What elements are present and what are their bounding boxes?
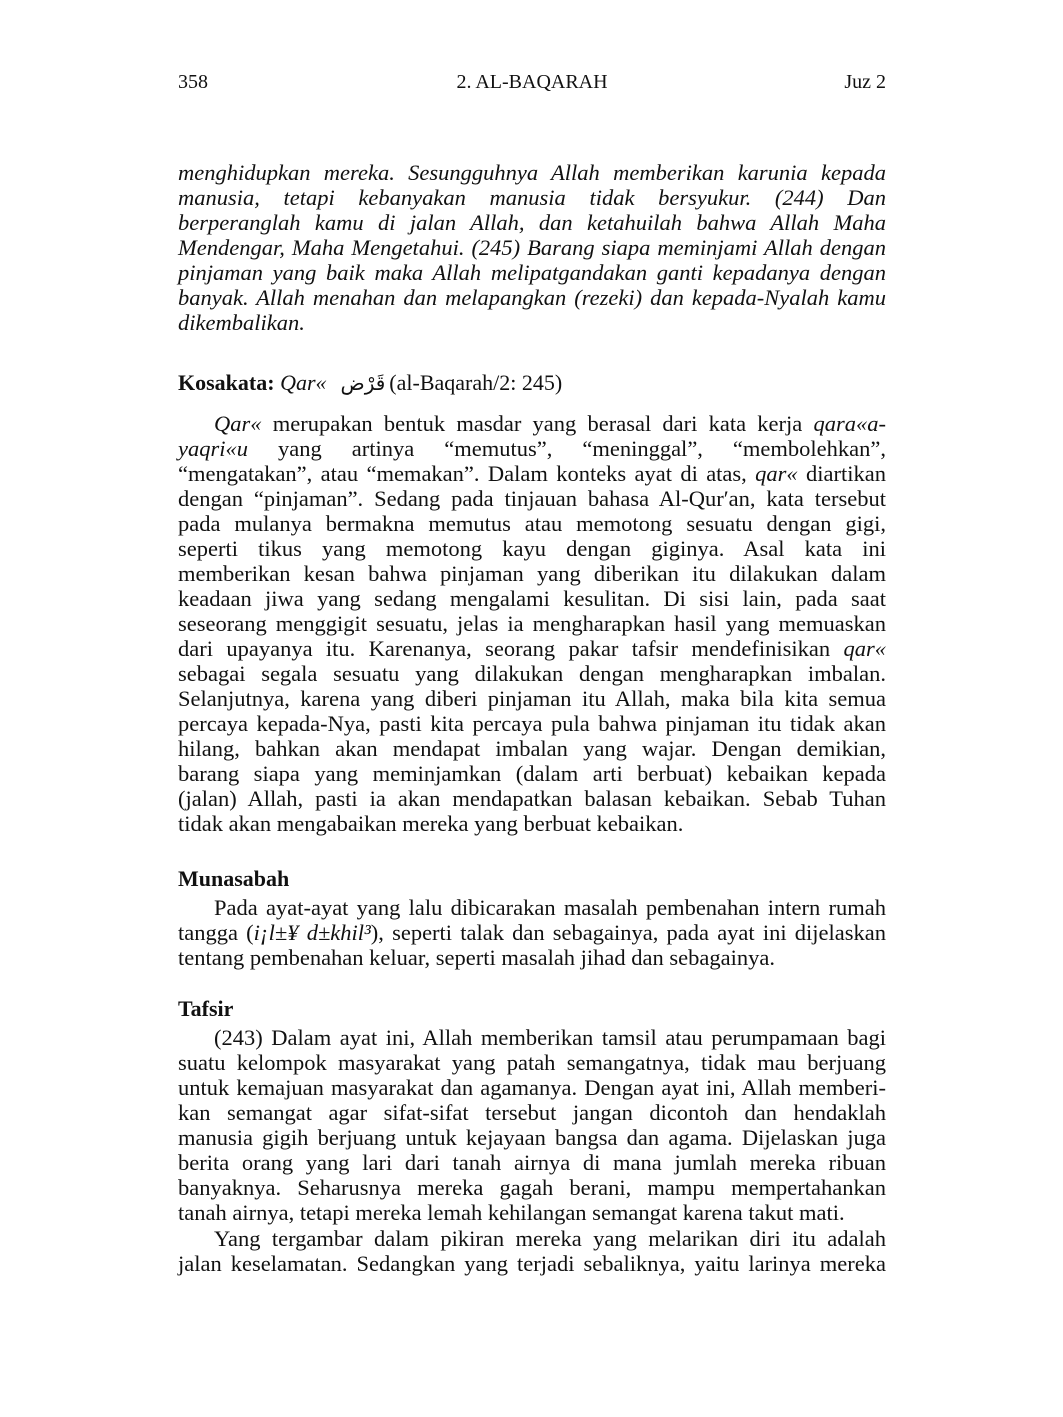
kosakata-reference: (al-Baqarah/2: 245) [389, 370, 563, 395]
text-line [178, 1075, 886, 1100]
text-line [178, 310, 886, 335]
text-run: Pada ayat-ayat yang lalu dibicarakan masalah pembenahan intern rumah [214, 895, 886, 920]
text-run: memberikan kesan bahwa pinjaman yang diberikan itu dilakukan dalam [178, 561, 886, 586]
tafsir-paragraph-1 [178, 1025, 886, 1225]
kosakata-label: Kosakata: [178, 370, 275, 395]
text-line [178, 235, 886, 260]
juz-label: Juz 2 [844, 71, 886, 93]
text-line [178, 945, 886, 970]
italic-term: dikembalikan. [178, 310, 305, 335]
text-line [178, 920, 886, 945]
text-line [178, 285, 886, 310]
italic-term: Mendengar, Maha Mengetahui. (245) Barang siapa meminjami Allah dengan [178, 235, 886, 260]
text-run: tanah airnya, tetapi mereka lemah kehilangan semangat karena takut mati. [178, 1200, 845, 1225]
text-run: dari upayanya itu. Karenanya, seorang pakar tafsir mendefinisikan [178, 636, 844, 661]
italic-term: yaqri«u [178, 436, 248, 461]
text-run: (243) Dalam ayat ini, Allah memberikan tamsil atau perumpamaan bagi [214, 1025, 886, 1050]
text-run: manusia gigih berjuang untuk kejayaan bangsa dan agama. Dijelaskan juga [178, 1125, 886, 1150]
text-run: Selanjutnya, karena yang diberi pinjaman itu Allah, maka bila kita semua [178, 686, 886, 711]
italic-term: i¡l±¥ d±khil³ [253, 920, 371, 945]
text-run: seperti tikus yang memotong kayu dengan giginya. Asal kata ini [178, 536, 886, 561]
italic-term: qara«a- [813, 411, 886, 436]
text-line [178, 711, 886, 736]
text-run: keadaan jiwa yang sedang mengalami kesulitan. Di sisi lain, pada saat [178, 586, 886, 611]
text-line [178, 1251, 886, 1276]
kosakata-paragraph [178, 411, 886, 836]
text-run: yang artinya “memutus”, “meninggal”, “membolehkan”, [248, 436, 886, 461]
text-run: untuk kemajuan masyarakat dan agamanya. Dengan ayat ini, Allah memberi- [178, 1075, 886, 1100]
text-line [178, 1125, 886, 1150]
text-run: merupakan bentuk masdar yang berasal dari kata kerja [261, 411, 814, 436]
text-line [178, 636, 886, 661]
text-line [178, 436, 886, 461]
text-line [178, 761, 886, 786]
italic-term: qar« [843, 636, 886, 661]
text-line [178, 461, 886, 486]
text-line [178, 611, 886, 636]
text-line [178, 1150, 886, 1175]
text-line [178, 185, 886, 210]
text-line [178, 1025, 886, 1050]
translation-paragraph [178, 160, 886, 335]
text-run: (jalan) Allah, pasti ia akan mendapatkan balasan kebaikan. Sebab Tuhan [178, 786, 886, 811]
italic-term: Qar« [214, 411, 262, 436]
munasabah-heading: Munasabah [178, 866, 290, 891]
italic-term: banyak. Allah menahan dan melapangkan (rezeki) dan kepada-Nyalah kamu [178, 285, 886, 310]
text-line [178, 1200, 886, 1225]
text-run: pada mulanya bermakna memutus atau memotong sesuatu dengan gigi, [178, 511, 886, 536]
text-line [178, 786, 886, 811]
italic-term: qar« [755, 461, 798, 486]
text-line [178, 811, 886, 836]
text-run: Yang tergambar dalam pikiran mereka yang melarikan diri itu adalah [214, 1226, 886, 1251]
text-run: sebagai segala sesuatu yang dilakukan dengan mengharapkan imbalan. [178, 661, 886, 686]
text-run: tentang pembenahan keluar, seperti masalah jihad dan sebagainya. [178, 945, 775, 970]
text-line [178, 586, 886, 611]
kosakata-arabic: قَرْض [340, 371, 386, 395]
text-line [178, 511, 886, 536]
page-number: 358 [178, 71, 208, 93]
text-run: seseorang menggigit sesuatu, jelas ia mengharapkan hasil yang memuaskan [178, 611, 886, 636]
text-line [178, 1175, 886, 1200]
kosakata-heading [178, 370, 886, 395]
text-run: barang siapa yang meminjamkan (dalam arti berbuat) kebaikan kepada [178, 761, 886, 786]
text-line [178, 736, 886, 761]
text-run: diartikan [797, 461, 886, 486]
text-line [178, 1050, 886, 1075]
text-run: “mengatakan”, atau “memakan”. Dalam konteks ayat di atas, [178, 461, 756, 486]
text-line [178, 895, 886, 920]
text-run: banyaknya. Seharusnya mereka gagah berani, mampu mempertahankan [178, 1175, 886, 1200]
text-run: hilang, bahkan akan mendapat imbalan yang wajar. Dengan demikian, [178, 736, 886, 761]
chapter-title: 2. AL-BAQARAH [456, 71, 608, 93]
text-line [178, 1226, 886, 1251]
kosakata-term: Qar« [280, 370, 327, 395]
italic-term: berperanglah kamu di jalan Allah, dan ketahuilah bahwa Allah Maha [178, 210, 886, 235]
italic-term: pinjaman yang baik maka Allah melipatgandakan ganti kepadanya dengan [178, 260, 886, 285]
text-line [178, 536, 886, 561]
text-line [178, 486, 886, 511]
munasabah-paragraph [178, 895, 886, 970]
running-header [178, 71, 886, 97]
tafsir-paragraph-2 [178, 1226, 886, 1276]
text-run: ), seperti talak dan sebagainya, pada ayat ini dijelaskan [370, 920, 886, 945]
text-run: percaya kepada-Nya, pasti kita percaya pula bahwa pinjaman itu tidak akan [178, 711, 886, 736]
text-run: suatu kelompok masyarakat yang patah semangatnya, tidak mau berjuang [178, 1050, 886, 1075]
text-line [178, 411, 886, 436]
text-run: jalan keselamatan. Sedangkan yang terjadi sebaliknya, yaitu larinya mereka [178, 1251, 886, 1276]
text-line [178, 210, 886, 235]
text-run: tangga ( [178, 920, 254, 945]
text-line [178, 1100, 886, 1125]
italic-term: menghidupkan mereka. Sesungguhnya Allah memberikan karunia kepada [178, 160, 886, 185]
text-run: dengan “pinjaman”. Sedang pada tinjauan bahasa Al-Qur′an, kata tersebut [178, 486, 886, 511]
text-line [178, 561, 886, 586]
tafsir-heading: Tafsir [178, 996, 234, 1021]
text-line [178, 661, 886, 686]
text-run: tidak akan mengabaikan mereka yang berbuat kebaikan. [178, 811, 684, 836]
text-line [178, 160, 886, 185]
text-line [178, 686, 886, 711]
italic-term: manusia, tetapi kebanyakan manusia tidak bersyukur. (244) Dan [178, 185, 886, 210]
text-run: kan semangat agar sifat-sifat tersebut jangan dicontoh dan hendaklah [178, 1100, 886, 1125]
text-line [178, 260, 886, 285]
text-run: berita orang yang lari dari tanah airnya di mana jumlah mereka ribuan [178, 1150, 886, 1175]
